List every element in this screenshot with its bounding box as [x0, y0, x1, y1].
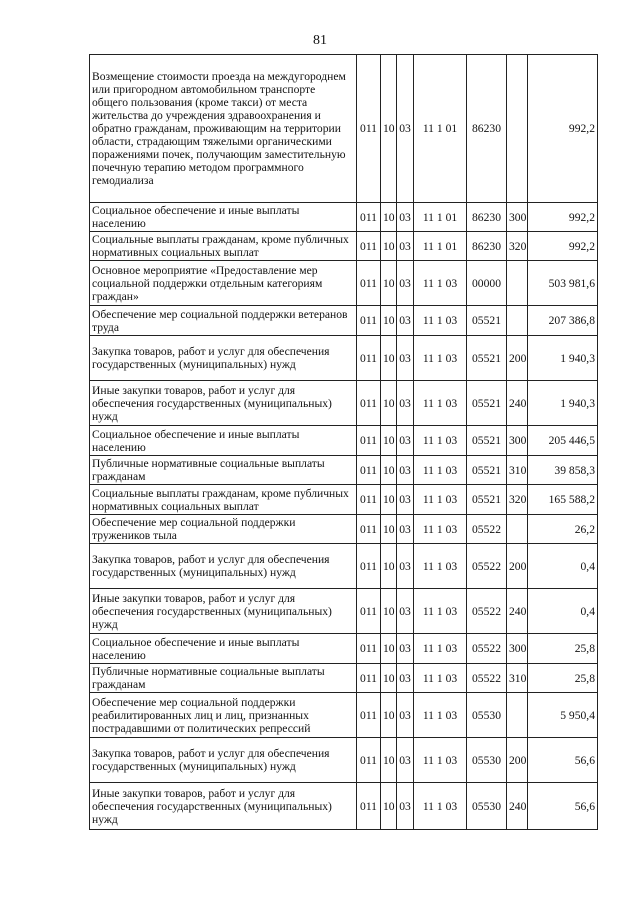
expense-type-cell: 240: [507, 381, 528, 426]
table-row: [90, 306, 598, 336]
program-code-cell: 11 1 01: [414, 203, 467, 232]
amount-cell: 5 950,4: [528, 693, 598, 738]
row-name-cell: Социальное обеспечение и иные выплаты населению: [90, 426, 357, 456]
grbs-code-cell: 011: [357, 589, 381, 634]
table-row: [90, 203, 598, 232]
subsection-code-cell: 03: [397, 664, 414, 693]
row-name-cell: Иные закупки товаров, работ и услуг для обеспечения государственных (муниципальных) нужд: [90, 589, 357, 634]
table-row: [90, 261, 598, 306]
direction-code-cell: 05521: [467, 381, 507, 426]
budget-table-body: [90, 55, 598, 830]
page-number: 81: [313, 33, 327, 48]
program-code-cell: 11 1 03: [414, 261, 467, 306]
row-name-cell: Иные закупки товаров, работ и услуг для обеспечения государственных (муниципальных) нужд: [90, 783, 357, 830]
direction-code-cell: 05522: [467, 664, 507, 693]
section-code-cell: 10: [381, 515, 397, 544]
program-code-cell: 11 1 03: [414, 589, 467, 634]
subsection-code-cell: 03: [397, 544, 414, 589]
section-code-cell: 10: [381, 261, 397, 306]
program-code-cell: 11 1 03: [414, 693, 467, 738]
row-name-cell: Обеспечение мер социальной поддержки реабилитированных лиц и лиц, признанных пострадавшими от политических репрессий: [90, 693, 357, 738]
row-name-cell: Социальные выплаты гражданам, кроме публичных нормативных социальных выплат: [90, 485, 357, 515]
program-code-cell: 11 1 03: [414, 634, 467, 664]
table-row: [90, 783, 598, 830]
amount-cell: 503 981,6: [528, 261, 598, 306]
section-code-cell: 10: [381, 55, 397, 203]
expense-type-cell: [507, 55, 528, 203]
section-code-cell: 10: [381, 664, 397, 693]
row-name-cell: Закупка товаров, работ и услуг для обеспечения государственных (муниципальных) нужд: [90, 738, 357, 783]
expense-type-cell: 300: [507, 203, 528, 232]
section-code-cell: 10: [381, 232, 397, 261]
amount-cell: 26,2: [528, 515, 598, 544]
direction-code-cell: 05521: [467, 485, 507, 515]
expense-type-cell: [507, 306, 528, 336]
direction-code-cell: 86230: [467, 203, 507, 232]
table-row: [90, 426, 598, 456]
direction-code-cell: 05522: [467, 589, 507, 634]
grbs-code-cell: 011: [357, 634, 381, 664]
expense-type-cell: [507, 693, 528, 738]
table-row: [90, 55, 598, 203]
direction-code-cell: 05530: [467, 738, 507, 783]
grbs-code-cell: 011: [357, 426, 381, 456]
program-code-cell: 11 1 03: [414, 783, 467, 830]
expense-type-cell: 240: [507, 783, 528, 830]
section-code-cell: 10: [381, 544, 397, 589]
expense-type-cell: 320: [507, 485, 528, 515]
direction-code-cell: 86230: [467, 55, 507, 203]
expense-type-cell: 320: [507, 232, 528, 261]
section-code-cell: 10: [381, 456, 397, 485]
expense-type-cell: 200: [507, 336, 528, 381]
amount-cell: 992,2: [528, 55, 598, 203]
row-name-cell: Публичные нормативные социальные выплаты гражданам: [90, 664, 357, 693]
program-code-cell: 11 1 03: [414, 664, 467, 693]
program-code-cell: 11 1 03: [414, 381, 467, 426]
subsection-code-cell: 03: [397, 738, 414, 783]
subsection-code-cell: 03: [397, 589, 414, 634]
amount-cell: 992,2: [528, 203, 598, 232]
subsection-code-cell: 03: [397, 515, 414, 544]
amount-cell: 25,8: [528, 664, 598, 693]
section-code-cell: 10: [381, 336, 397, 381]
direction-code-cell: 05530: [467, 693, 507, 738]
row-name-cell: Возмещение стоимости проезда на междугороднем или пригородном автомобильном транспорте общего пользования (кроме такси) от места жительства до учреждения здравоохранения и обратно гражданам, проживающим на территории области, страдающим тяжелыми органическими поражениями почек, получающим заместительную почечную терапию методом программного гемодиализа: [90, 55, 357, 203]
amount-cell: 56,6: [528, 738, 598, 783]
table-row: [90, 738, 598, 783]
subsection-code-cell: 03: [397, 306, 414, 336]
program-code-cell: 11 1 03: [414, 336, 467, 381]
row-name-cell: Публичные нормативные социальные выплаты гражданам: [90, 456, 357, 485]
amount-cell: 1 940,3: [528, 336, 598, 381]
section-code-cell: 10: [381, 693, 397, 738]
grbs-code-cell: 011: [357, 693, 381, 738]
row-name-cell: Обеспечение мер социальной поддержки тружеников тыла: [90, 515, 357, 544]
program-code-cell: 11 1 03: [414, 544, 467, 589]
grbs-code-cell: 011: [357, 783, 381, 830]
expense-type-cell: 200: [507, 544, 528, 589]
section-code-cell: 10: [381, 589, 397, 634]
row-name-cell: Закупка товаров, работ и услуг для обеспечения государственных (муниципальных) нужд: [90, 336, 357, 381]
grbs-code-cell: 011: [357, 55, 381, 203]
grbs-code-cell: 011: [357, 738, 381, 783]
expense-type-cell: 310: [507, 456, 528, 485]
amount-cell: 207 386,8: [528, 306, 598, 336]
amount-cell: 992,2: [528, 232, 598, 261]
grbs-code-cell: 011: [357, 456, 381, 485]
section-code-cell: 10: [381, 634, 397, 664]
subsection-code-cell: 03: [397, 232, 414, 261]
expense-type-cell: [507, 515, 528, 544]
section-code-cell: 10: [381, 381, 397, 426]
table-row: [90, 336, 598, 381]
table-row: [90, 664, 598, 693]
direction-code-cell: 00000: [467, 261, 507, 306]
expense-type-cell: 240: [507, 589, 528, 634]
subsection-code-cell: 03: [397, 55, 414, 203]
row-name-cell: Социальное обеспечение и иные выплаты населению: [90, 203, 357, 232]
subsection-code-cell: 03: [397, 783, 414, 830]
row-name-cell: Закупка товаров, работ и услуг для обеспечения государственных (муниципальных) нужд: [90, 544, 357, 589]
direction-code-cell: 05521: [467, 336, 507, 381]
subsection-code-cell: 03: [397, 426, 414, 456]
grbs-code-cell: 011: [357, 336, 381, 381]
direction-code-cell: 86230: [467, 232, 507, 261]
row-name-cell: Социальные выплаты гражданам, кроме публичных нормативных социальных выплат: [90, 232, 357, 261]
amount-cell: 205 446,5: [528, 426, 598, 456]
direction-code-cell: 05522: [467, 634, 507, 664]
grbs-code-cell: 011: [357, 664, 381, 693]
section-code-cell: 10: [381, 783, 397, 830]
section-code-cell: 10: [381, 306, 397, 336]
direction-code-cell: 05521: [467, 426, 507, 456]
budget-table: [89, 54, 598, 830]
amount-cell: 25,8: [528, 634, 598, 664]
grbs-code-cell: 011: [357, 232, 381, 261]
section-code-cell: 10: [381, 738, 397, 783]
section-code-cell: 10: [381, 203, 397, 232]
subsection-code-cell: 03: [397, 336, 414, 381]
amount-cell: 56,6: [528, 783, 598, 830]
table-row: [90, 456, 598, 485]
table-row: [90, 381, 598, 426]
expense-type-cell: [507, 261, 528, 306]
grbs-code-cell: 011: [357, 485, 381, 515]
direction-code-cell: 05521: [467, 306, 507, 336]
amount-cell: 0,4: [528, 544, 598, 589]
program-code-cell: 11 1 03: [414, 738, 467, 783]
subsection-code-cell: 03: [397, 634, 414, 664]
subsection-code-cell: 03: [397, 693, 414, 738]
grbs-code-cell: 011: [357, 381, 381, 426]
grbs-code-cell: 011: [357, 306, 381, 336]
amount-cell: 165 588,2: [528, 485, 598, 515]
amount-cell: 39 858,3: [528, 456, 598, 485]
grbs-code-cell: 011: [357, 544, 381, 589]
direction-code-cell: 05522: [467, 515, 507, 544]
expense-type-cell: 200: [507, 738, 528, 783]
direction-code-cell: 05522: [467, 544, 507, 589]
grbs-code-cell: 011: [357, 203, 381, 232]
subsection-code-cell: 03: [397, 381, 414, 426]
amount-cell: 1 940,3: [528, 381, 598, 426]
program-code-cell: 11 1 03: [414, 306, 467, 336]
program-code-cell: 11 1 01: [414, 55, 467, 203]
program-code-cell: 11 1 03: [414, 515, 467, 544]
row-name-cell: Социальное обеспечение и иные выплаты населению: [90, 634, 357, 664]
program-code-cell: 11 1 03: [414, 485, 467, 515]
row-name-cell: Основное мероприятие «Предоставление мер социальной поддержки отдельным категориям граждан»: [90, 261, 357, 306]
table-row: [90, 589, 598, 634]
table-row: [90, 515, 598, 544]
table-row: [90, 232, 598, 261]
program-code-cell: 11 1 01: [414, 232, 467, 261]
subsection-code-cell: 03: [397, 203, 414, 232]
amount-cell: 0,4: [528, 589, 598, 634]
table-row: [90, 634, 598, 664]
grbs-code-cell: 011: [357, 515, 381, 544]
expense-type-cell: 300: [507, 426, 528, 456]
table-row: [90, 693, 598, 738]
expense-type-cell: 300: [507, 634, 528, 664]
row-name-cell: Иные закупки товаров, работ и услуг для обеспечения государственных (муниципальных) нужд: [90, 381, 357, 426]
grbs-code-cell: 011: [357, 261, 381, 306]
program-code-cell: 11 1 03: [414, 456, 467, 485]
table-row: [90, 485, 598, 515]
program-code-cell: 11 1 03: [414, 426, 467, 456]
subsection-code-cell: 03: [397, 261, 414, 306]
subsection-code-cell: 03: [397, 456, 414, 485]
subsection-code-cell: 03: [397, 485, 414, 515]
table-row: [90, 544, 598, 589]
direction-code-cell: 05521: [467, 456, 507, 485]
section-code-cell: 10: [381, 485, 397, 515]
section-code-cell: 10: [381, 426, 397, 456]
expense-type-cell: 310: [507, 664, 528, 693]
row-name-cell: Обеспечение мер социальной поддержки ветеранов труда: [90, 306, 357, 336]
direction-code-cell: 05530: [467, 783, 507, 830]
